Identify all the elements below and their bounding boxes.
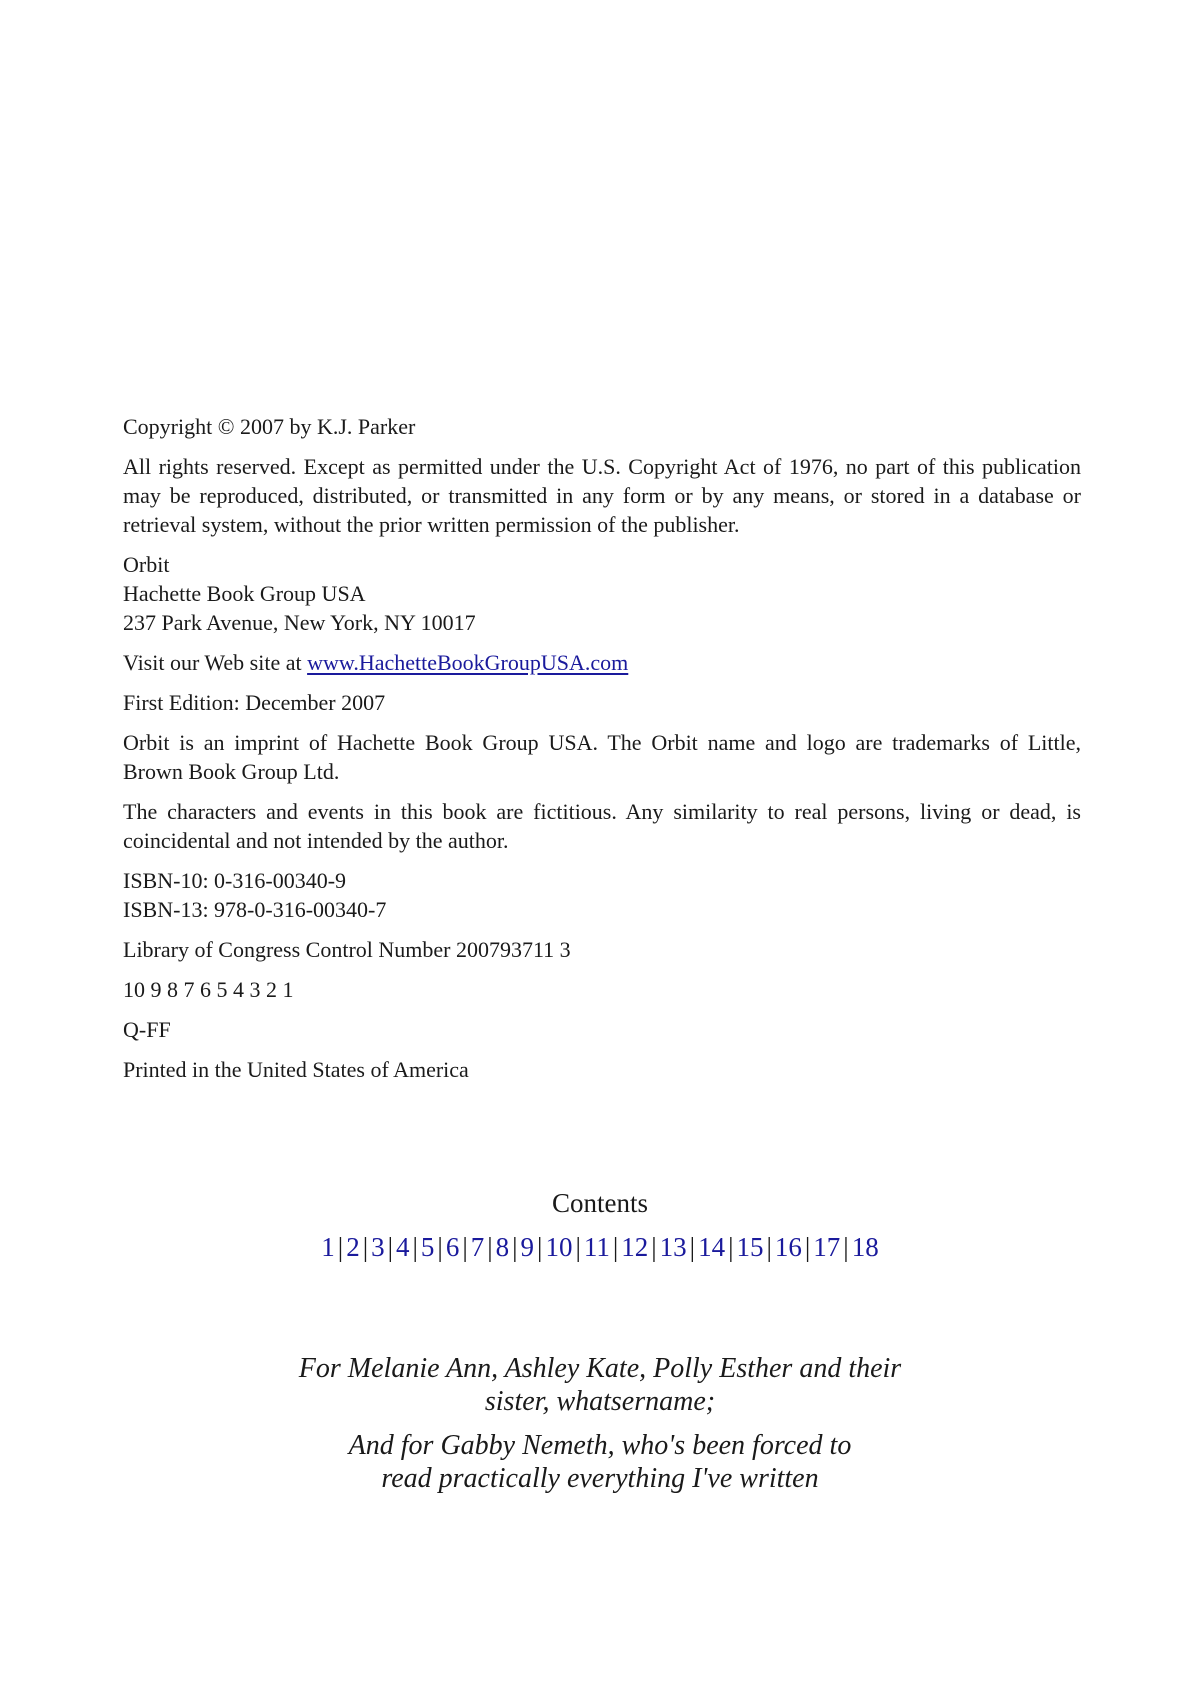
dedication-line: For Melanie Ann, Ashley Kate, Polly Esther and their — [298, 1353, 902, 1384]
printing-line: 10 9 8 7 6 5 4 3 2 1 — [123, 977, 294, 1002]
contents-section — [0, 1186, 1200, 1264]
chapter-link-16[interactable]: 16 — [774, 1232, 802, 1262]
chapter-separator: | — [437, 1232, 443, 1262]
chapter-separator: | — [843, 1232, 849, 1262]
chapter-link-11[interactable]: 11 — [583, 1232, 610, 1262]
chapter-link-17[interactable]: 17 — [813, 1232, 841, 1262]
publisher-name: Orbit — [123, 552, 170, 577]
chapter-link-6[interactable]: 6 — [445, 1232, 460, 1262]
isbn-13: ISBN-13: 978-0-316-00340-7 — [123, 897, 387, 922]
chapter-link-5[interactable]: 5 — [420, 1232, 435, 1262]
chapter-separator: | — [362, 1232, 369, 1262]
rights-line: retrieval system, without the prior written permission of the publisher. — [123, 512, 740, 537]
imprint-line: Orbit is an imprint of Hachette Book Group USA. The Orbit name and logo are trademarks of Little, — [123, 730, 1081, 755]
chapter-link-14[interactable]: 14 — [698, 1232, 726, 1262]
dedication-section — [0, 1352, 1200, 1506]
dedication-line: And for Gabby Nemeth, who's been forced to — [348, 1430, 852, 1461]
chapter-separator: | — [766, 1232, 772, 1262]
chapter-separator: | — [537, 1232, 543, 1262]
lccn-line: Library of Congress Control Number 200793711 3 — [123, 937, 571, 962]
website-link[interactable]: www.HachetteBookGroupUSA.com — [307, 650, 629, 675]
chapter-link-12[interactable]: 12 — [621, 1232, 649, 1262]
fiction-paragraph — [123, 797, 1081, 855]
copyright-line: Copyright © 2007 by K.J. Parker — [123, 414, 416, 439]
rights-line: may be reproduced, distributed, or transmitted in any form or by any means, or stored in a database or — [123, 483, 1081, 508]
chapter-link-10[interactable]: 10 — [545, 1232, 573, 1262]
printed-line: Printed in the United States of America — [123, 1057, 469, 1082]
contents-title: Contents — [551, 1188, 648, 1218]
website-line — [123, 648, 1081, 677]
chapter-separator: | — [512, 1232, 518, 1262]
isbn-block — [123, 866, 1081, 924]
fiction-line: coincidental and not intended by the author. — [123, 828, 509, 853]
publisher-group: Hachette Book Group USA — [123, 581, 366, 606]
chapter-link-1[interactable]: 1 — [321, 1232, 335, 1262]
code-line: Q-FF — [123, 1017, 171, 1042]
chapter-separator: | — [487, 1232, 493, 1262]
copyright-section — [123, 412, 1081, 1095]
publisher-address: 237 Park Avenue, New York, NY 10017 — [123, 610, 476, 635]
chapter-separator: | — [689, 1232, 696, 1262]
chapter-link-13[interactable]: 13 — [659, 1232, 687, 1262]
fiction-line: The characters and events in this book are fictitious. Any similarity to real persons, living or dead, is — [123, 799, 1081, 824]
chapter-separator: | — [804, 1232, 811, 1262]
chapter-separator: | — [412, 1232, 418, 1262]
publisher-block — [123, 550, 1081, 637]
website-prefix: Visit our Web site at — [123, 650, 308, 675]
chapter-separator: | — [575, 1232, 581, 1262]
imprint-paragraph — [123, 728, 1081, 786]
chapter-link-9[interactable]: 9 — [520, 1232, 535, 1262]
chapter-link-7[interactable]: 7 — [470, 1232, 485, 1262]
chapter-separator: | — [462, 1232, 468, 1262]
rights-paragraph — [123, 452, 1081, 539]
isbn-10: ISBN-10: 0-316-00340-9 — [123, 868, 347, 893]
chapter-link-4[interactable]: 4 — [396, 1232, 410, 1262]
chapter-nav — [0, 1230, 1200, 1264]
chapter-link-2[interactable]: 2 — [346, 1232, 360, 1262]
chapter-separator: | — [387, 1232, 394, 1262]
chapter-link-8[interactable]: 8 — [495, 1232, 510, 1262]
dedication-line: sister, whatsername; — [484, 1386, 716, 1417]
rights-line: All rights reserved. Except as permitted under the U.S. Copyright Act of 1976, no part of this publication — [123, 454, 1081, 479]
imprint-line: Brown Book Group Ltd. — [123, 759, 340, 784]
chapter-separator: | — [651, 1232, 657, 1262]
dedication-first — [0, 1352, 1200, 1418]
chapter-link-15[interactable]: 15 — [736, 1232, 764, 1262]
chapter-separator: | — [337, 1232, 344, 1262]
chapter-link-18[interactable]: 18 — [851, 1232, 879, 1262]
edition-line: First Edition: December 2007 — [123, 690, 386, 715]
chapter-separator: | — [612, 1232, 619, 1262]
chapter-separator: | — [728, 1232, 734, 1262]
dedication-second — [0, 1429, 1200, 1495]
chapter-link-3[interactable]: 3 — [371, 1232, 385, 1262]
dedication-line: read practically everything I've written — [381, 1463, 819, 1494]
